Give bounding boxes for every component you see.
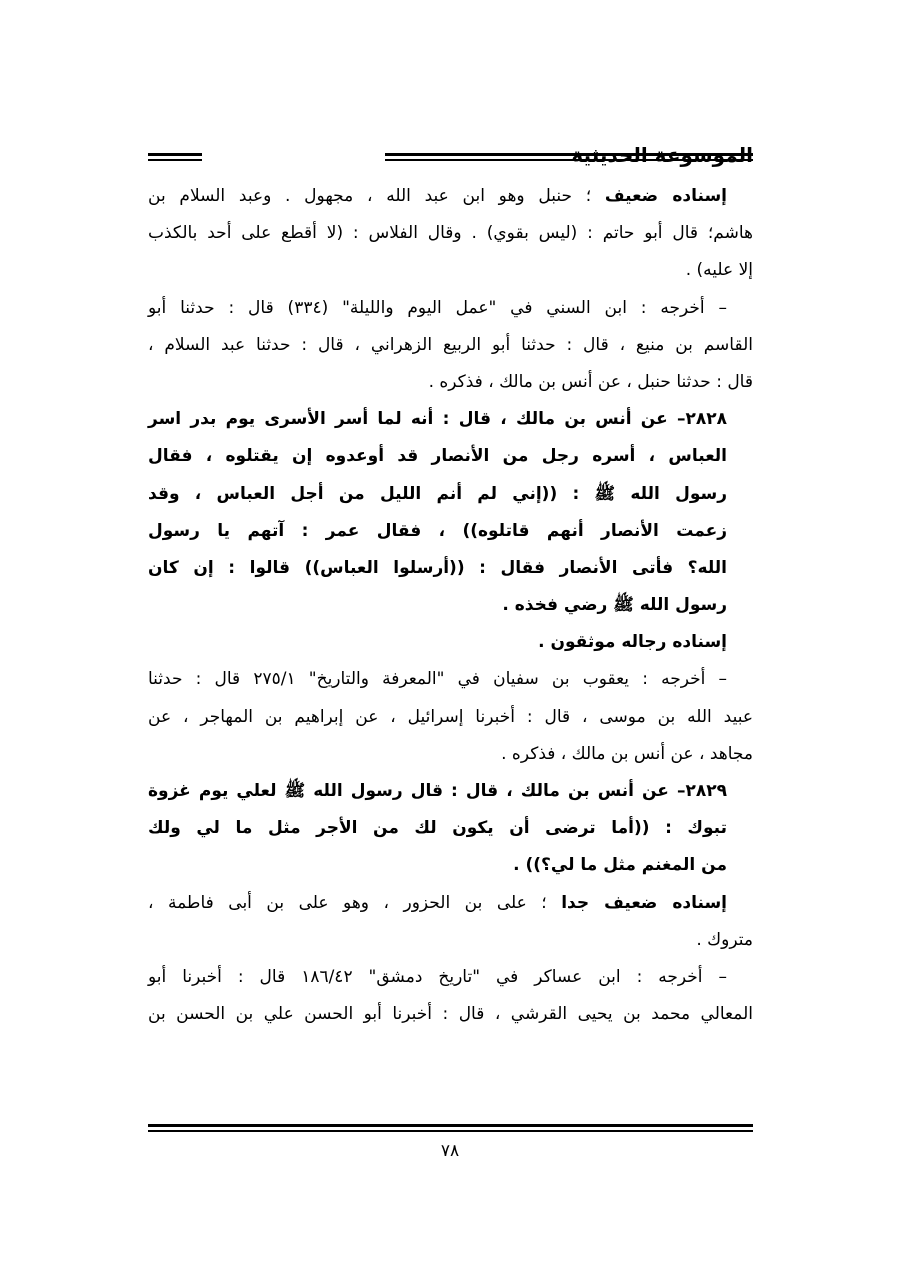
text-line: – أخرجه : ابن السني في "عمل اليوم والليلة" (٣٣٤) قال : حدثنا أبو: [148, 297, 727, 318]
hadith-line: رسول الله ﷺ : ((إني لم أنم الليل من أجل العباس ، وقد: [148, 483, 727, 504]
text-line: [148, 178, 753, 215]
line-text: ؛ حنبل وهو ابن عبد الله ، مجهول . وعبد السلام بن: [148, 186, 605, 206]
text-line: إسناده رجاله موثقون .: [538, 632, 727, 653]
hadith-line: تبوك : ((أما ترضى أن يكون لك من الأجر مثل ما لي ولك: [148, 818, 727, 839]
hadith-line: من المغنم مثل ما لي؟)) .: [513, 855, 727, 876]
header-title: الموسوعة الحديثية: [571, 143, 753, 167]
grading-label: إسناده ضعيف جدا: [561, 892, 727, 913]
text-line: إلا عليه) .: [685, 260, 753, 281]
text-line: – أخرجه : ابن عساكر في "تاريخ دمشق" ١٨٦/٤٢ قال : أخبرنا أبو: [148, 966, 727, 987]
hadith-line: العباس ، أسره رجل من الأنصار قد أوعدوه إن يقتلوه ، فقال: [148, 446, 727, 467]
grading-label: إسناده ضعيف: [604, 186, 727, 206]
hadith-line: زعمت الأنصار أنهم قاتلوه)) ، فقال عمر : آتهم يا رسول: [148, 520, 727, 541]
text-line: مجاهد ، عن أنس بن مالك ، فذكره .: [501, 743, 753, 764]
text-line: المعالي محمد بن يحيى القرشي ، قال : أخبرنا أبو الحسن علي بن الحسن بن: [148, 1004, 753, 1025]
text-line: هاشم؛ قال أبو حاتم : (ليس بقوي) . وقال الفلاس : (لا أقطع على أحد بالكذب: [148, 223, 753, 244]
hadith-line: رسول الله ﷺ رضي فخذه .: [502, 595, 727, 616]
text-line: قال : حدثنا حنبل ، عن أنس بن مالك ، فذكره .: [428, 371, 753, 392]
text-line: القاسم بن منيع ، قال : حدثنا أبو الربيع الزهراني ، قال : حدثنا عبد السلام ،: [148, 334, 753, 355]
line-text: ؛ على بن الحزور ، وهو على بن أبى فاطمة ،: [148, 892, 562, 913]
footer-rule: [148, 1124, 753, 1134]
hadith-line: ٢٨٢٨– عن أنس بن مالك ، قال : أنه لما أسر الأسرى يوم بدر اسر: [148, 409, 727, 430]
page-number: ٧٨: [440, 1141, 460, 1161]
text-line: متروك .: [696, 929, 753, 950]
text-line: – أخرجه : يعقوب بن سفيان في "المعرفة والتاريخ" ٢٧٥/١ قال : حدثنا: [148, 669, 727, 690]
text-line: [148, 885, 753, 922]
page-body: [148, 178, 753, 1033]
hadith-line: الله؟ فأتى الأنصار فقال : ((أرسلوا العباس)) قالوا : إن كان: [148, 557, 727, 578]
hadith-line: ٢٨٢٩– عن أنس بن مالك ، قال : قال رسول الله ﷺ لعلي يوم غزوة: [148, 781, 727, 801]
page-header: [148, 140, 753, 180]
text-line: عبيد الله بن موسى ، قال : أخبرنا إسرائيل ، عن إبراهيم بن المهاجر ، عن: [148, 706, 753, 727]
